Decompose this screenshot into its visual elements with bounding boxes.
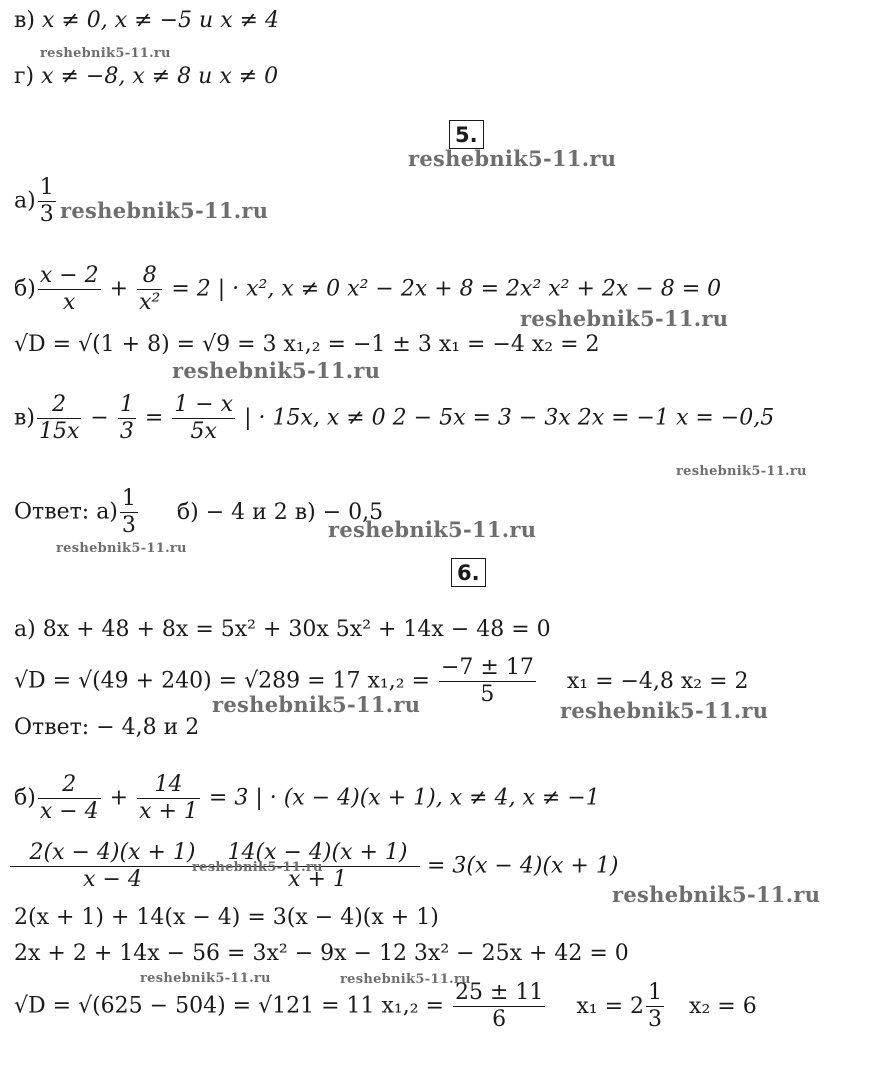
watermark: reshebnik5-11.ru [328, 517, 537, 542]
fraction-numerator: 1 [119, 392, 134, 417]
fraction-denominator: x + 1 [139, 799, 198, 824]
fraction-numerator: 8 [137, 263, 162, 290]
task6-b-line4: 2x + 2 + 14x − 56 = 3x² − 9x − 12 3x² − 25x + 42 = 0 [14, 941, 629, 966]
task5-a-fraction [38, 175, 56, 228]
task6-b-x1-fraction [646, 980, 664, 1033]
minus-sign: − [90, 405, 109, 431]
plus-sign: + [109, 276, 129, 302]
label-v: в) [14, 8, 35, 33]
task-number-5: 5. [449, 120, 484, 149]
big-denominator-1: x − 4 [83, 867, 142, 892]
watermark: reshebnik5-11.ru [140, 971, 271, 986]
fraction-denominator: x − 4 [39, 799, 99, 824]
task5-v-label: в) [14, 405, 35, 431]
watermark: reshebnik5-11.ru [612, 882, 821, 907]
big-fraction-rest: = 3(x − 4)(x + 1) [427, 853, 619, 879]
task5-v-fraction-1 [37, 392, 81, 445]
task6-b-x1: x₁ = 2 [576, 993, 645, 1019]
task5-b-fraction-2 [137, 263, 162, 316]
task5-b-discriminant: √D = √(1 + 8) = √9 = 3 x₁,₂ = −1 ± 3 x₁ = −4 x₂ = 2 [14, 332, 600, 357]
task5-b-fraction-1 [38, 263, 101, 316]
fraction-denominator: 15x [38, 419, 80, 444]
watermark: reshebnik5-11.ru [172, 358, 381, 383]
label-g: г) [14, 64, 35, 89]
watermark: reshebnik5-11.ru [56, 541, 187, 556]
task5-v-equation: | · 15x, x ≠ 0 2 − 5x = 3 − 3x 2x = −1 x = −0,5 [244, 405, 775, 431]
watermark: reshebnik5-11.ru [40, 46, 171, 61]
task6-a-root-fraction [439, 655, 536, 708]
task5-a [14, 175, 58, 228]
watermark: reshebnik5-11.ru [212, 692, 421, 717]
fraction-denominator: 3 [39, 202, 54, 227]
task6-b [14, 772, 600, 825]
watermark: reshebnik5-11.ru [560, 698, 769, 723]
expr-v: x ≠ 0, x ≠ −5 и x ≠ 4 [41, 8, 280, 33]
task6-a-equation: а) 8x + 48 + 8x = 5x² + 30x 5x² + 14x − 48 = 0 [14, 617, 551, 642]
answer-fraction [120, 486, 138, 539]
fraction-denominator: 3 [121, 513, 136, 538]
fraction-numerator: 2 [37, 392, 81, 419]
task6-b-fraction-1 [38, 772, 101, 825]
expr-g: x ≠ −8, x ≠ 8 и x ≠ 0 [41, 64, 279, 89]
task5-a-label: а) [14, 188, 36, 214]
big-denominator-2: x + 1 [288, 867, 347, 892]
big-numerator-1: 2(x − 4)(x + 1) [29, 840, 196, 865]
fraction-numerator: 25 ± 11 [454, 980, 544, 1005]
plus-sign: + [109, 785, 129, 811]
equals-sign: = [144, 405, 164, 431]
task5-b-equation: = 2 | · x², x ≠ 0 x² − 2x + 8 = 2x² x² + 2x − 8 = 0 [171, 276, 722, 302]
watermark: reshebnik5-11.ru [408, 146, 617, 171]
fraction-numerator: 1 [648, 980, 663, 1005]
task-number-6: 6. [451, 558, 486, 587]
fraction-numerator: −7 ± 17 [440, 655, 534, 680]
task6-b-label: б) [14, 785, 36, 811]
task6-b-discriminant [14, 980, 757, 1033]
fraction-numerator: 14 [137, 772, 200, 799]
fraction-denominator: x² [139, 290, 161, 315]
watermark: reshebnik5-11.ru [60, 198, 269, 223]
watermark: reshebnik5-11.ru [520, 306, 729, 331]
task5-v-fraction-3 [172, 392, 235, 445]
task6-b-disc-text: √D = √(625 − 504) = √121 = 11 x₁,₂ = [14, 993, 444, 1019]
fraction-denominator: 5x [190, 419, 217, 444]
answer-rest: б) − 4 и 2 в) − 0,5 [176, 499, 384, 525]
task6-a-disc-text: √D = √(49 + 240) = √289 = 17 x₁,₂ = [14, 668, 430, 694]
condition-v [14, 8, 279, 34]
answer-label: Ответ: а) [14, 499, 118, 525]
fraction-denominator: x [63, 290, 76, 315]
task6-b-x2: x₂ = 6 [689, 993, 757, 1019]
big-numerator-2: 14(x − 4)(x + 1) [227, 840, 408, 865]
fraction-denominator: 6 [492, 1007, 507, 1032]
task5-v [14, 392, 774, 445]
fraction-numerator: 2 [38, 772, 101, 799]
task6-a-answer: Ответ: − 4,8 и 2 [14, 715, 200, 740]
task5-v-fraction-2 [118, 392, 136, 445]
fraction-numerator: 1 [121, 486, 136, 511]
fraction-numerator: 1 − x [174, 392, 234, 417]
watermark: reshebnik5-11.ru [340, 972, 471, 987]
fraction-denominator: 3 [119, 419, 134, 444]
fraction-numerator: x − 2 [39, 263, 99, 288]
watermark: reshebnik5-11.ru [676, 464, 807, 479]
task6-a-roots: x₁ = −4,8 x₂ = 2 [566, 668, 749, 694]
task6-b-fraction-2 [137, 772, 200, 825]
fraction-numerator: 1 [39, 175, 54, 200]
fraction-denominator: 3 [648, 1007, 663, 1032]
task5-b-label: б) [14, 276, 36, 302]
task6-b-equation: = 3 | · (x − 4)(x + 1), x ≠ 4, x ≠ −1 [208, 785, 600, 811]
task6-b-root-fraction [453, 980, 545, 1033]
watermark: reshebnik5-11.ru [192, 860, 323, 875]
condition-g [14, 64, 278, 90]
fraction-denominator: 5 [480, 682, 495, 707]
task6-b-line3: 2(x + 1) + 14(x − 4) = 3(x − 4)(x + 1) [14, 905, 439, 930]
